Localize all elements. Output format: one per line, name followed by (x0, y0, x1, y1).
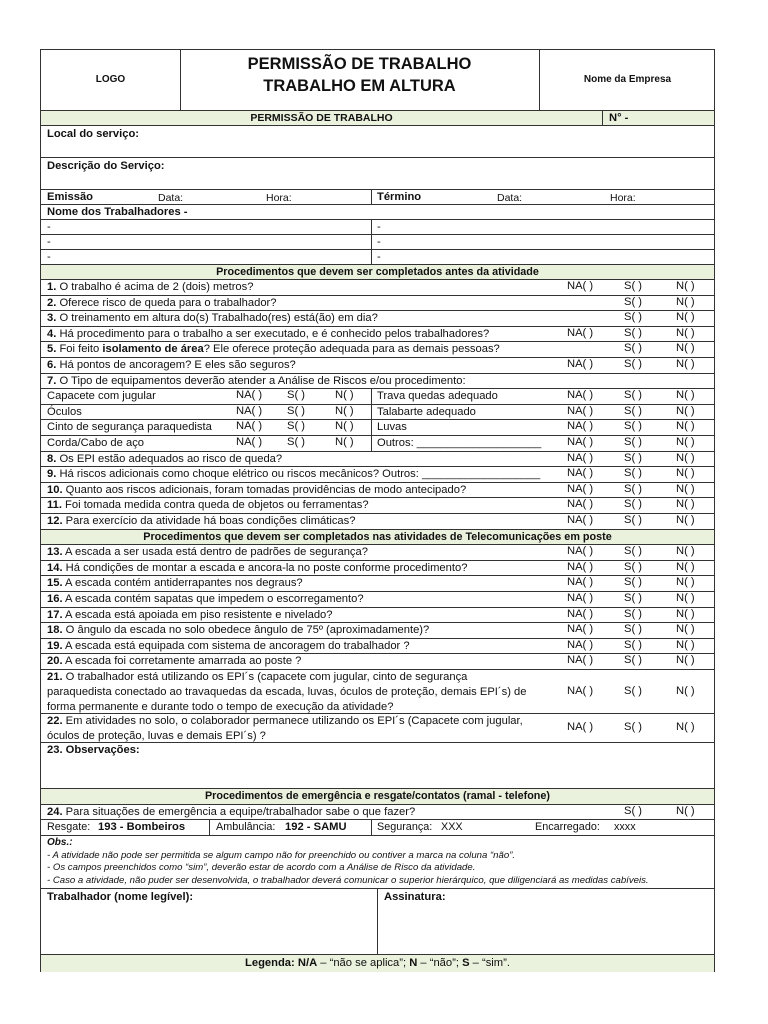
end-label: Término (377, 191, 422, 203)
question-text (47, 608, 333, 622)
legend-part: – “não se aplica”; (317, 956, 410, 969)
question-row (41, 280, 714, 296)
permit-label: PERMISSÃO DE TRABALHO (250, 112, 393, 124)
legend-part: S (462, 956, 470, 969)
no-checkbox[interactable]: N( ) (676, 623, 695, 636)
end-time-label: Hora: (610, 192, 636, 204)
question-text-line3: forma permanente e durante todo o tempo de execução da atividade? (47, 700, 394, 713)
emission-date-label: Data: (158, 192, 184, 204)
item-number: 7. (47, 374, 57, 387)
no-checkbox[interactable]: N( ) (676, 404, 695, 417)
item-text: A escada foi corretamente amarrada ao poste ? (62, 655, 302, 668)
yes-checkbox[interactable]: S( ) (624, 685, 643, 697)
yes-checkbox[interactable]: S( ) (624, 560, 643, 573)
item-text: O ângulo da escada no solo obedece ângulo de 75º (aproximadamente)? (62, 624, 430, 637)
item-text: Foi tomada medida contra queda de objetos ou ferramentas? (61, 499, 369, 512)
no-checkbox[interactable]: N( ) (335, 420, 354, 433)
no-checkbox[interactable]: N( ) (676, 311, 695, 324)
equipment-row (41, 405, 714, 421)
yes-checkbox[interactable]: S( ) (287, 420, 306, 433)
contacts-row (41, 820, 714, 836)
no-checkbox[interactable]: N( ) (676, 560, 695, 573)
signatures-divider (377, 889, 378, 954)
question-row (41, 467, 714, 483)
note-line: - Os campos preenchidos como “sim”, deverão estar de acordo com a Análise de Risco da atividade. (47, 862, 476, 874)
no-checkbox[interactable]: N( ) (676, 498, 695, 511)
question-text-line2: paraquedista conectado ao travaquedas da escada, luvas, óculos de proteção, demais EPI´s) de (47, 686, 527, 698)
service-description-label: Descrição do Serviço: (47, 160, 165, 172)
item-number: 24. (47, 805, 63, 818)
rescue-label: Resgate: (47, 821, 91, 834)
form-title: PERMISSÃO DE TRABALHO (247, 55, 472, 73)
worker-slot-left: - (47, 251, 51, 263)
question-row (41, 311, 714, 327)
observations-label: 23. Observações: (47, 744, 140, 756)
yes-checkbox[interactable]: S( ) (624, 638, 643, 651)
legend-part: N (409, 956, 418, 969)
worker-row (41, 220, 714, 235)
item-text: O Tipo de equipamentos deverão atender a Análise de Riscos e/ou procedimento: (56, 374, 466, 387)
na-checkbox[interactable]: NA( ) (567, 498, 594, 511)
question-text (47, 639, 410, 653)
header (41, 50, 714, 111)
na-checkbox[interactable]: NA( ) (567, 404, 594, 417)
workers-label: Nome dos Trabalhadores - (47, 206, 188, 218)
question-row-21 (41, 670, 714, 714)
na-checkbox[interactable]: NA( ) (567, 280, 594, 292)
no-checkbox[interactable]: N( ) (676, 342, 695, 355)
no-checkbox[interactable]: N( ) (676, 280, 695, 292)
na-checkbox[interactable]: NA( ) (236, 389, 263, 402)
item-number: 3. (47, 312, 57, 325)
no-checkbox[interactable]: N( ) (335, 404, 354, 417)
no-checkbox[interactable]: N( ) (676, 436, 695, 448)
equipment-item-right: Luvas (377, 421, 407, 434)
na-checkbox[interactable]: NA( ) (236, 420, 263, 433)
legend-part: Legenda: (245, 956, 298, 969)
section1-title: Procedimentos que devem ser completados antes da atividade (216, 266, 539, 278)
equipment-row (41, 436, 714, 452)
na-checkbox[interactable]: NA( ) (567, 358, 594, 370)
signatures-row (41, 889, 714, 955)
na-checkbox[interactable]: NA( ) (567, 389, 594, 402)
no-checkbox[interactable]: N( ) (676, 451, 695, 464)
yes-checkbox[interactable]: S( ) (624, 514, 643, 526)
legend-part: N/A (297, 956, 318, 969)
company-name: Nome da Empresa (583, 74, 672, 85)
question-row-22 (41, 714, 714, 743)
worker-row (41, 235, 714, 250)
question-row (41, 608, 714, 624)
worker-row (41, 250, 714, 265)
no-checkbox[interactable]: N( ) (676, 514, 695, 526)
item-text: O treinamento em altura do(s) Trabalhado(res) está(ão) em dia? (56, 312, 378, 325)
no-checkbox[interactable]: N( ) (676, 420, 695, 433)
item-number: 9. (47, 468, 57, 481)
item-number: 10. (47, 483, 63, 496)
na-checkbox[interactable]: NA( ) (567, 451, 594, 464)
yes-checkbox[interactable]: S( ) (287, 404, 306, 417)
item-text: Os EPI estão adequados ao risco de queda? (56, 452, 283, 465)
question-row (41, 592, 714, 608)
question-row (41, 452, 714, 468)
yes-checkbox[interactable]: S( ) (624, 607, 643, 620)
worker-slot-right: - (377, 236, 381, 248)
item-text: A escada está equipada com sistema de ancoragem do trabalhador ? (62, 639, 410, 652)
question-row (41, 654, 714, 670)
item-number: 6. (47, 359, 57, 371)
item-part: isolamento de área (102, 343, 204, 356)
legend-row (41, 955, 714, 972)
signature-label: Assinatura: (384, 890, 446, 903)
end-date-label: Data: (497, 192, 523, 204)
item-part: ? Ele oferece proteção adequada para as demais pessoas? (203, 343, 500, 356)
na-checkbox[interactable]: NA( ) (567, 721, 594, 733)
item-text: Em atividades no solo, o colaborador permanece utilizando os EPI´s (Capacete com jugular, (62, 715, 523, 727)
no-checkbox[interactable]: N( ) (676, 576, 695, 589)
yes-checkbox[interactable]: S( ) (287, 389, 306, 402)
observations-row (41, 743, 714, 789)
question-row (41, 514, 714, 530)
question-text (47, 452, 282, 466)
na-checkbox[interactable]: NA( ) (567, 514, 594, 526)
worker-slot-left: - (47, 236, 51, 248)
worker-column-divider (371, 250, 372, 264)
question-row (41, 623, 714, 639)
question-text (47, 342, 500, 356)
yes-checkbox[interactable]: S( ) (624, 326, 643, 339)
no-checkbox[interactable]: N( ) (335, 436, 354, 448)
item-part: Foi feito (56, 343, 103, 356)
na-checkbox[interactable]: NA( ) (567, 576, 594, 589)
yes-checkbox[interactable]: S( ) (624, 420, 643, 433)
question-row (41, 545, 714, 561)
worker-slot-right: - (377, 221, 381, 233)
item-number: 16. (47, 593, 63, 605)
section1-header (41, 265, 714, 280)
legend (41, 956, 714, 970)
yes-checkbox[interactable]: S( ) (624, 498, 643, 511)
yes-checkbox[interactable]: S( ) (624, 467, 643, 480)
question-row (41, 561, 714, 577)
ambulance-label: Ambulância: (216, 821, 276, 834)
item-number: 8. (47, 452, 57, 465)
section2-title: Procedimentos que devem ser completados nas atividades de Telecomunicações em poste (143, 530, 612, 543)
emission-label: Emissão (47, 191, 94, 203)
service-location (41, 126, 714, 158)
na-checkbox[interactable]: NA( ) (236, 404, 263, 417)
worker-slot-left: - (47, 221, 51, 233)
yes-checkbox[interactable]: S( ) (624, 804, 643, 817)
yes-checkbox[interactable]: S( ) (624, 311, 643, 324)
no-checkbox[interactable]: N( ) (676, 326, 695, 339)
question-row (41, 576, 714, 592)
yes-checkbox[interactable]: S( ) (624, 654, 643, 667)
dates-row (41, 190, 714, 205)
item-text: Há procedimento para o trabalho a ser executado, e é conhecido pelos trabalhadores? (56, 327, 490, 340)
na-checkbox[interactable]: NA( ) (567, 467, 594, 480)
form-subtitle: TRABALHO EM ALTURA (263, 77, 456, 95)
security-value: XXX (441, 821, 463, 834)
na-checkbox[interactable]: NA( ) (567, 685, 594, 697)
item-text: Há condições de montar a escada e ancora-la no poste conforme procedimento? (62, 561, 468, 574)
worker-column-divider (371, 220, 372, 234)
question-row (41, 498, 714, 514)
equipment-divider (371, 405, 372, 420)
yes-checkbox[interactable]: S( ) (624, 576, 643, 589)
question-text (47, 592, 364, 606)
question-row (41, 296, 714, 312)
question-row (41, 342, 714, 358)
equipment-row (41, 420, 714, 436)
equipment-item-right: Trava quedas adequado (377, 390, 498, 403)
workers-header (41, 205, 714, 220)
question-row (41, 374, 714, 390)
na-checkbox[interactable]: NA( ) (567, 436, 594, 448)
item-text: A escada contém antiderrapantes nos degraus? (62, 577, 303, 590)
note-line: - Caso a atividade, não puder ser desenvolvida, o trabalhador deverá comunicar o superior hierárquico, que diligenciará as medidas cabíveis. (47, 875, 649, 887)
question-text (47, 545, 368, 559)
equipment-item-right: Outros: ____________________ (377, 437, 542, 449)
na-checkbox[interactable]: NA( ) (567, 638, 594, 651)
worker-slot-right: - (377, 251, 381, 263)
item-text: A escada está apoiada em piso resistente e nivelado? (62, 608, 333, 621)
no-checkbox[interactable]: N( ) (676, 592, 695, 604)
question-text (47, 670, 467, 684)
item-number: 21. (47, 671, 63, 683)
section3-title: Procedimentos de emergência e resgate/contatos (ramal - telefone) (204, 790, 550, 802)
question-text (47, 327, 489, 341)
item-number: 18. (47, 624, 63, 637)
no-checkbox[interactable]: N( ) (676, 685, 695, 697)
yes-checkbox[interactable]: S( ) (624, 482, 643, 495)
item-number: 1. (47, 281, 57, 293)
question-text (47, 467, 540, 481)
item-text: A escada a ser usada está dentro de padrões de segurança? (62, 546, 368, 559)
dates-divider (371, 190, 372, 204)
na-checkbox[interactable]: NA( ) (567, 560, 594, 573)
equipment-item-left: Cinto de segurança paraquedista (47, 421, 212, 434)
notes-row (41, 836, 714, 889)
equipment-divider (371, 436, 372, 451)
item-number: 15. (47, 577, 63, 590)
question-row (41, 639, 714, 655)
equipment-row (41, 389, 714, 405)
item-text: Para situações de emergência a equipe/trabalhador sabe o que fazer? (62, 805, 416, 818)
question-row (41, 327, 714, 343)
legend-part: – “sim”. (469, 956, 510, 969)
supervisor-label: Encarregado: (535, 821, 600, 834)
worker-column-divider (371, 235, 372, 249)
supervisor-value: xxxx (614, 821, 636, 834)
item-number: 11. (47, 499, 62, 512)
contacts-divider-2 (371, 820, 372, 835)
equipment-item-left: Óculos (47, 405, 82, 418)
no-checkbox[interactable]: N( ) (676, 638, 695, 651)
permit-bar (41, 111, 714, 126)
item-number: 14. (47, 561, 63, 574)
emission-time-label: Hora: (266, 192, 292, 204)
question-text (47, 714, 523, 728)
equipment-divider (371, 389, 372, 404)
na-checkbox[interactable]: NA( ) (567, 545, 594, 558)
equipment-item-left: Corda/Cabo de aço (47, 437, 145, 449)
item-number: 2. (47, 296, 57, 309)
question-text (47, 561, 467, 575)
question-row (41, 358, 714, 374)
question-text (47, 654, 301, 668)
yes-checkbox[interactable]: S( ) (624, 389, 643, 402)
yes-checkbox[interactable]: S( ) (624, 623, 643, 636)
service-location-label: Local do serviço: (47, 128, 140, 140)
item-number: 19. (47, 639, 63, 652)
equipment-divider (371, 420, 372, 435)
question-text (47, 483, 466, 497)
item-number: 20. (47, 655, 63, 668)
no-checkbox[interactable]: N( ) (676, 482, 695, 495)
item-number: 22. (47, 715, 63, 727)
na-checkbox[interactable]: NA( ) (567, 592, 594, 604)
note-line: - A atividade não pode ser permitida se algum campo não for preenchido ou contiver a marca na coluna “não”. (47, 849, 516, 861)
yes-checkbox[interactable]: S( ) (287, 436, 306, 448)
question-text-line2: óculos de proteção, luvas e demais EPI´s) ? (47, 729, 266, 742)
na-checkbox[interactable]: NA( ) (567, 623, 594, 636)
question-text (47, 805, 415, 819)
no-checkbox[interactable]: N( ) (676, 545, 695, 558)
question-text (47, 280, 253, 294)
na-checkbox[interactable]: NA( ) (567, 420, 594, 433)
work-permit-form (40, 49, 715, 972)
question-row-24 (41, 805, 714, 821)
item-number: 17. (47, 608, 63, 621)
yes-checkbox[interactable]: S( ) (624, 436, 643, 448)
yes-checkbox[interactable]: S( ) (624, 358, 643, 370)
question-text (47, 576, 303, 590)
ambulance-value: 192 - SAMU (285, 821, 347, 834)
item-part: 5. (47, 343, 57, 356)
item-text: Quanto aos riscos adicionais, foram tomadas providências de modo antecipado? (62, 483, 467, 496)
no-checkbox[interactable]: N( ) (676, 467, 695, 480)
service-description (41, 158, 714, 190)
item-text: A escada contém sapatas que impedem o escorregamento? (62, 593, 364, 605)
item-number: 4. (47, 327, 57, 340)
item-text: O trabalho é acima de 2 (dois) metros? (56, 281, 254, 293)
equipment-item-right: Talabarte adequado (377, 405, 476, 418)
item-number: 12. (47, 515, 63, 527)
question-row (41, 483, 714, 499)
permit-number-divider (602, 111, 603, 125)
na-checkbox[interactable]: NA( ) (567, 607, 594, 620)
security-label: Segurança: (377, 821, 433, 834)
item-text: Há pontos de ancoragem? E eles são seguros? (56, 359, 296, 371)
item-text: O trabalhador está utilizando os EPI´s (capacete com jugular, cinto de segurança (62, 671, 468, 683)
item-text: Oferece risco de queda para o trabalhador? (56, 296, 277, 309)
no-checkbox[interactable]: N( ) (676, 607, 695, 620)
permit-number: N° - (609, 112, 629, 124)
yes-checkbox[interactable]: S( ) (624, 592, 643, 604)
question-text (47, 374, 466, 388)
yes-checkbox[interactable]: S( ) (624, 545, 643, 558)
rescue-value: 193 - Bombeiros (98, 821, 186, 834)
question-text (47, 498, 369, 512)
contacts-divider-1 (209, 820, 210, 835)
yes-checkbox[interactable]: S( ) (624, 451, 643, 464)
na-checkbox[interactable]: NA( ) (567, 654, 594, 667)
logo: LOGO (95, 74, 126, 85)
yes-checkbox[interactable]: S( ) (624, 280, 643, 292)
no-checkbox[interactable]: N( ) (676, 804, 695, 817)
no-checkbox[interactable]: N( ) (335, 389, 354, 402)
yes-checkbox[interactable]: S( ) (624, 342, 643, 355)
equipment-item-left: Capacete com jugular (47, 390, 156, 403)
worker-name-label: Trabalhador (nome legível): (47, 890, 194, 903)
notes-title: Obs.: (47, 836, 73, 848)
na-checkbox[interactable]: NA( ) (567, 482, 594, 495)
no-checkbox[interactable]: N( ) (676, 389, 695, 402)
na-checkbox[interactable]: NA( ) (236, 436, 263, 448)
legend-part: – “não”; (417, 956, 463, 969)
yes-checkbox[interactable]: S( ) (624, 721, 643, 733)
yes-checkbox[interactable]: S( ) (624, 295, 643, 308)
no-checkbox[interactable]: N( ) (676, 654, 695, 667)
question-text (47, 358, 296, 372)
question-text (47, 623, 429, 637)
yes-checkbox[interactable]: S( ) (624, 404, 643, 417)
section2-header (41, 530, 714, 546)
section3-header (41, 789, 714, 805)
na-checkbox[interactable]: NA( ) (567, 326, 594, 339)
question-text (47, 311, 378, 325)
item-text: Para exercício da atividade há boas condições climáticas? (62, 515, 356, 527)
no-checkbox[interactable]: N( ) (676, 721, 695, 733)
item-text: Há riscos adicionais como choque elétrico ou riscos mecânicos? Outros: ___________________ (56, 468, 541, 481)
item-number: 13. (47, 546, 63, 559)
no-checkbox[interactable]: N( ) (676, 358, 695, 370)
question-text (47, 296, 277, 310)
question-text (47, 514, 355, 528)
no-checkbox[interactable]: N( ) (676, 295, 695, 308)
